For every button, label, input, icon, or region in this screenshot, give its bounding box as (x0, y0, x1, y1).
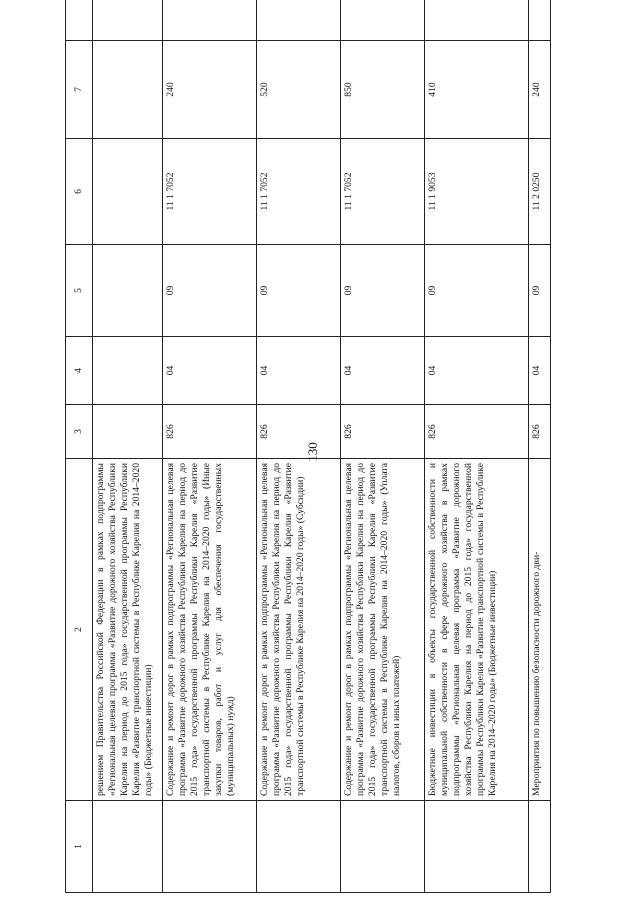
cell-description: Содержание и ремонт дорог в рамках подпрограммы «Региональная целевая программа «Развитие дорожного хозяйства Республики Карелия на период до 2015 года» государственной программы Республики Карелия «Развитие транспортной системы в Республике Карелия на 2014–2020 годы» (Уплата налогов, сборов и иных платежей) (341, 459, 425, 801)
column-header: 2 (66, 459, 93, 801)
cell-section (93, 337, 163, 405)
cell-amount (529, 0, 551, 41)
table-row (163, 0, 257, 893)
table-row (93, 0, 163, 893)
cell-amount (93, 0, 163, 41)
cell-admin-code (93, 405, 163, 459)
cell-col1 (425, 801, 529, 893)
cell-col1 (93, 801, 163, 893)
budget-table (65, 0, 551, 893)
cell-expense-type: 850 (341, 41, 425, 139)
cell-col1 (529, 801, 551, 893)
cell-admin-code: 826 (163, 405, 257, 459)
cell-amount (425, 0, 529, 41)
table-header-row (66, 0, 93, 893)
cell-expense-type: 520 (257, 41, 341, 139)
table-row (257, 0, 341, 893)
cell-target-code: 11 2 0250 (529, 139, 551, 245)
cell-target-code: 11 1 9053 (425, 139, 529, 245)
cell-amount (341, 0, 425, 41)
cell-description: Содержание и ремонт дорог в рамках подпрограммы «Региональная целевая программа «Развитие дорожного хозяйства Республики Карелия на период до 2015 года» государственной программы Республики Карелия «Развитие транспортной системы в Республике Карелия на 2014–2020 годы» (Иные закупки товаров, работ и услуг для обеспечения государственных (муниципальных) нужд) (163, 459, 257, 801)
cell-col1 (257, 801, 341, 893)
cell-admin-code: 826 (425, 405, 529, 459)
cell-description: Бюджетные инвестиции в объекты государственной собственности и муниципальной собственности в сфере дорожного хозяйства в рамках подпрограммы «Региональная целевая программа «Развитие дорожного хозяйства Республики Карелия на период до 2015 года» государственной программы Республики Карелия «Развитие транспортной системы в Республике Карелия на 2014–2020 годы» (Бюджетные инвестиции) (425, 459, 529, 801)
cell-subsection: 09 (163, 245, 257, 337)
cell-target-code: 11 1 7052 (163, 139, 257, 245)
cell-admin-code: 826 (341, 405, 425, 459)
column-header: 4 (66, 337, 93, 405)
cell-col1 (341, 801, 425, 893)
column-header: 5 (66, 245, 93, 337)
cell-subsection: 09 (257, 245, 341, 337)
page-number: 130 (305, 442, 320, 462)
cell-subsection (93, 245, 163, 337)
column-header (66, 0, 93, 41)
cell-target-code: 11 1 7052 (257, 139, 341, 245)
cell-col1 (163, 801, 257, 893)
cell-subsection: 09 (341, 245, 425, 337)
cell-amount (257, 0, 341, 41)
cell-admin-code: 826 (529, 405, 551, 459)
column-header: 3 (66, 405, 93, 459)
cell-section: 04 (425, 337, 529, 405)
column-header: 6 (66, 139, 93, 245)
cell-subsection: 09 (425, 245, 529, 337)
cell-description: Мероприятия по повышению безопасности дорожного дви- (529, 459, 551, 801)
cell-description: Содержание и ремонт дорог в рамках подпрограммы «Региональная целевая программа «Развитие дорожного хозяйства Республики Карелия на период до 2015 года» государственной программы Республики Карелия «Развитие транспортной системы в Республике Карелия на 2014–2020 годы» (Субсидии) (257, 459, 341, 801)
cell-expense-type: 240 (163, 41, 257, 139)
cell-section: 04 (257, 337, 341, 405)
column-header: 1 (66, 801, 93, 893)
cell-admin-code: 826 (257, 405, 341, 459)
table-row (425, 0, 529, 893)
table-row (341, 0, 425, 893)
cell-section: 04 (163, 337, 257, 405)
cell-target-code (93, 139, 163, 245)
cell-section: 04 (529, 337, 551, 405)
column-header: 7 (66, 41, 93, 139)
cell-expense-type: 240 (529, 41, 551, 139)
cell-section: 04 (341, 337, 425, 405)
cell-expense-type (93, 41, 163, 139)
cell-expense-type: 410 (425, 41, 529, 139)
cell-description: решением Правительства Российской Федерации в рамках подпрограммы «Региональная целевая программа «Развитие дорожного хозяйства Республики Карелия на период до 2015 года» государственной программы Республики Карелия «Развитие транспортной системы в Республике Карелия на 2014–2020 годы» (Бюджетные инвестиции) (93, 459, 163, 801)
rotated-table-area (65, 0, 609, 893)
cell-target-code: 11 1 7052 (341, 139, 425, 245)
cell-subsection: 09 (529, 245, 551, 337)
cell-amount (163, 0, 257, 41)
table-row (529, 0, 551, 893)
